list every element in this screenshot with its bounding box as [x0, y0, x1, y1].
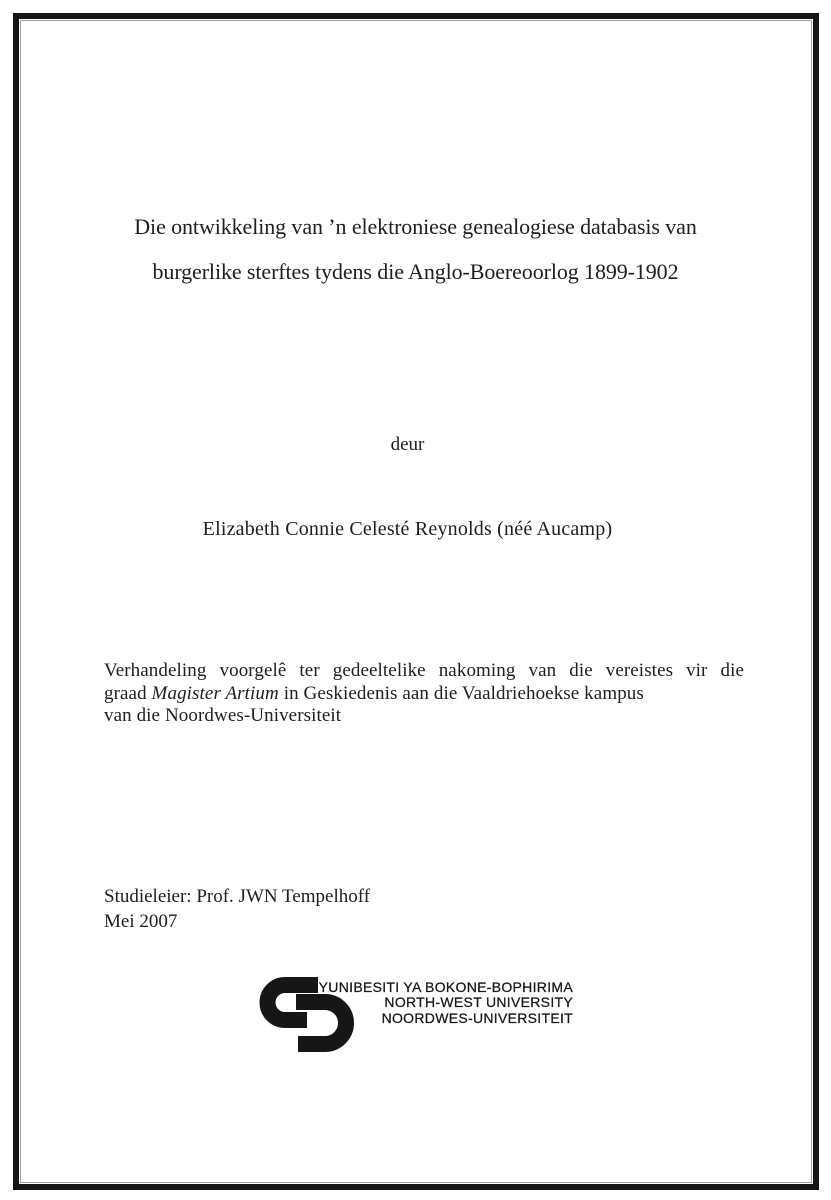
- thesis-title-line-2: burgerlike sterftes tydens die Anglo-Boereoorlog 1899-1902: [152, 259, 679, 284]
- university-logo-text: [319, 980, 573, 1026]
- logo-text-line-english: NORTH-WEST UNIVERSITY: [384, 994, 573, 1011]
- date-line: Mei 2007: [104, 911, 178, 932]
- thesis-title-line-1: Die ontwikkeling van ’n elektroniese genealogiese databasis van: [134, 214, 697, 239]
- author-name: Elizabeth Connie Celesté Reynolds (néé Aucamp): [202, 518, 613, 540]
- thesis-title: [40, 204, 791, 294]
- thesis-statement-line-1: Verhandeling voorgelê ter gedeeltelike nakoming van die vereistes vir die: [104, 660, 744, 681]
- logo-text-line-afrikaans: NOORDWES-UNIVERSITEIT: [381, 1009, 573, 1026]
- supervisor-line: Studieleier: Prof. JWN Tempelhoff: [104, 886, 371, 907]
- statement-degree-prefix: graad: [104, 682, 152, 704]
- supervisor-block: [104, 884, 370, 934]
- thesis-statement-line-3: van die Noordwes-Universiteit: [104, 705, 342, 726]
- logo-text-line-setswana: YUNIBESITI YA BOKONE-BOPHIRIMA: [318, 979, 573, 995]
- statement-degree-suffix: in Geskiedenis aan die Vaaldriehoekse kampus: [278, 682, 644, 704]
- thesis-statement: [104, 660, 744, 728]
- thesis-statement-line-2: [104, 683, 744, 706]
- byline-label: deur: [390, 434, 425, 455]
- degree-name-italic: Magister Artium: [151, 682, 279, 704]
